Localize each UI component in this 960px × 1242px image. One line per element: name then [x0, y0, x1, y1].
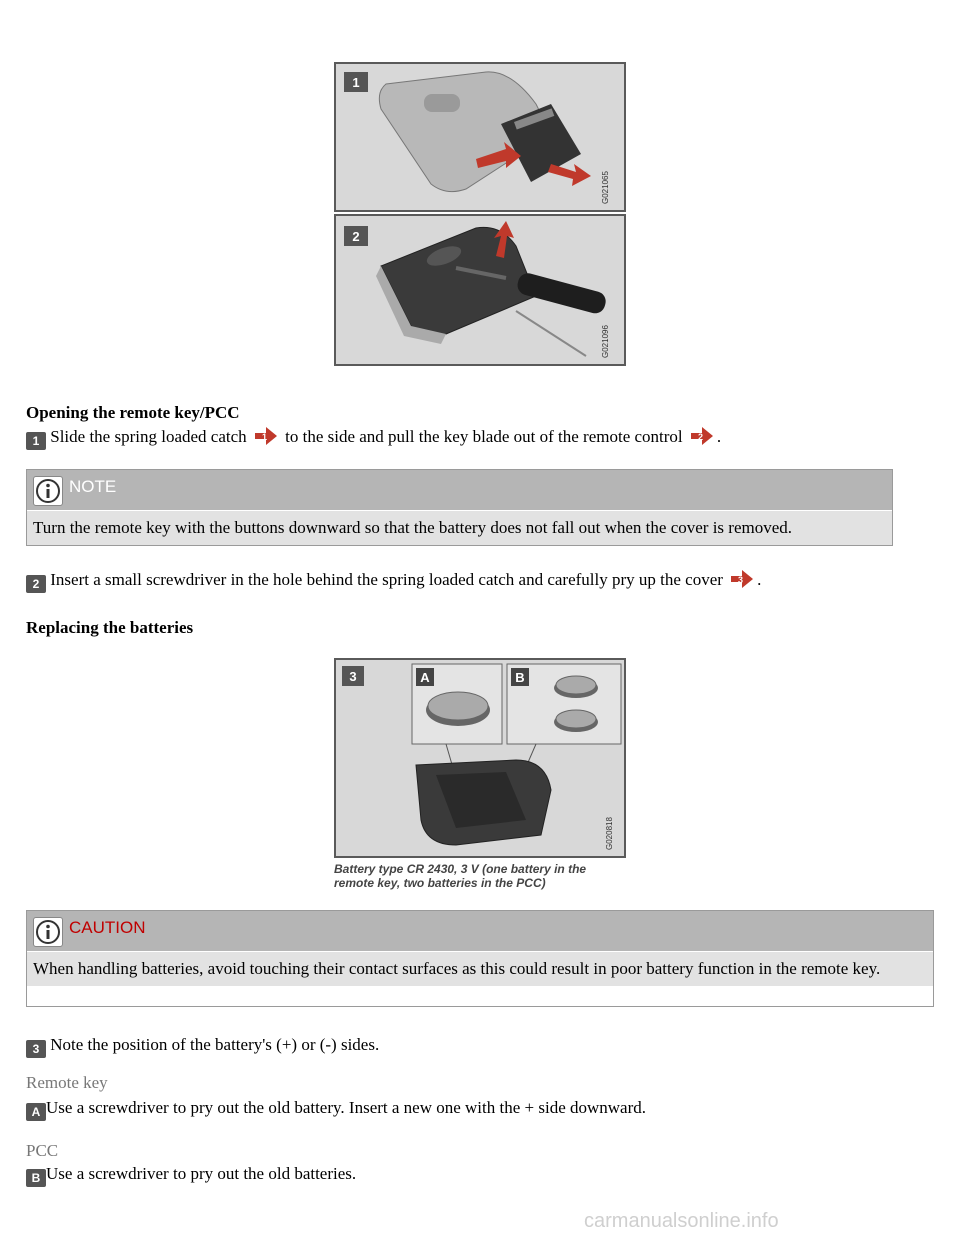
step-3-badge: 3	[26, 1040, 46, 1058]
figure-caption: Battery type CR 2430, 3 V (one battery in the remote key, two batteries in the PCC)	[334, 862, 587, 890]
arrow-1-icon	[254, 426, 278, 446]
figure-panel-1	[334, 62, 626, 212]
svg-text:A: A	[420, 670, 430, 685]
svg-text:2: 2	[352, 229, 360, 244]
screwdriver-illustration	[336, 216, 624, 364]
note-header	[27, 470, 892, 510]
step-3-text: Note the position of the battery's (+) or (-) sides.	[50, 1035, 380, 1054]
caution-body: When handling batteries, avoid touching their contact surfaces as this could result in poor battery function in the remote key.	[27, 951, 933, 986]
pcc-label: PCC	[26, 1141, 59, 1160]
step-2-badge: 2	[26, 575, 46, 593]
step-1-paragraph	[26, 426, 946, 450]
step-2-paragraph	[26, 569, 946, 593]
step-2-text-b: .	[757, 570, 762, 589]
step-2-text-a: Insert a small screwdriver in the hole behind the spring loaded catch and carefully pry up the cover	[50, 570, 723, 589]
step-1-badge: 1	[26, 432, 46, 450]
step-1-text-a: Slide the spring loaded catch	[50, 427, 247, 446]
remote-key-text: Use a screwdriver to pry out the old battery. Insert a new one with the + side downward.	[46, 1098, 647, 1117]
figure-panel-2	[334, 214, 626, 366]
battery-illustration	[336, 660, 624, 856]
pcc-badge: B	[26, 1169, 46, 1187]
pcc-paragraph	[26, 1163, 946, 1187]
section-heading-opening: Opening the remote key/PCC	[26, 403, 240, 422]
note-title: NOTE	[69, 477, 117, 496]
caution-title: CAUTION	[69, 918, 146, 937]
arrow-2-icon	[690, 426, 714, 446]
remote-key-badge: A	[26, 1103, 46, 1121]
remote-key-paragraph	[26, 1097, 946, 1121]
step-3-paragraph	[26, 1034, 946, 1058]
info-icon	[33, 476, 63, 506]
svg-text:G021065: G021065	[601, 171, 610, 204]
svg-text:G021096: G021096	[601, 325, 610, 358]
watermark: carmanualsonline.info	[584, 1210, 779, 1232]
svg-text:3: 3	[738, 575, 744, 585]
section-heading-replacing: Replacing the batteries	[26, 618, 194, 637]
figure-battery	[334, 658, 626, 858]
step-1-text-c: .	[716, 427, 722, 446]
svg-text:3: 3	[349, 669, 357, 684]
step-1-text-b: to the side and pull the key blade out of the remote control	[285, 427, 683, 446]
pcc-text: Use a screwdriver to pry out the old batteries.	[46, 1164, 357, 1183]
remote-key-label: Remote key	[26, 1073, 108, 1092]
arrow-3-icon	[730, 569, 754, 589]
note-body: Turn the remote key with the buttons downward so that the battery does not fall out when the cover is removed.	[27, 510, 892, 545]
svg-text:2: 2	[697, 432, 703, 442]
key-blade-illustration	[336, 64, 624, 210]
svg-text:1: 1	[352, 75, 360, 90]
info-icon	[33, 917, 63, 947]
note-box	[26, 469, 893, 546]
caution-header	[27, 911, 933, 951]
svg-text:1: 1	[261, 432, 267, 442]
svg-text:B: B	[515, 670, 525, 685]
caution-box	[26, 910, 934, 1007]
svg-text:G020818: G020818	[605, 817, 614, 850]
